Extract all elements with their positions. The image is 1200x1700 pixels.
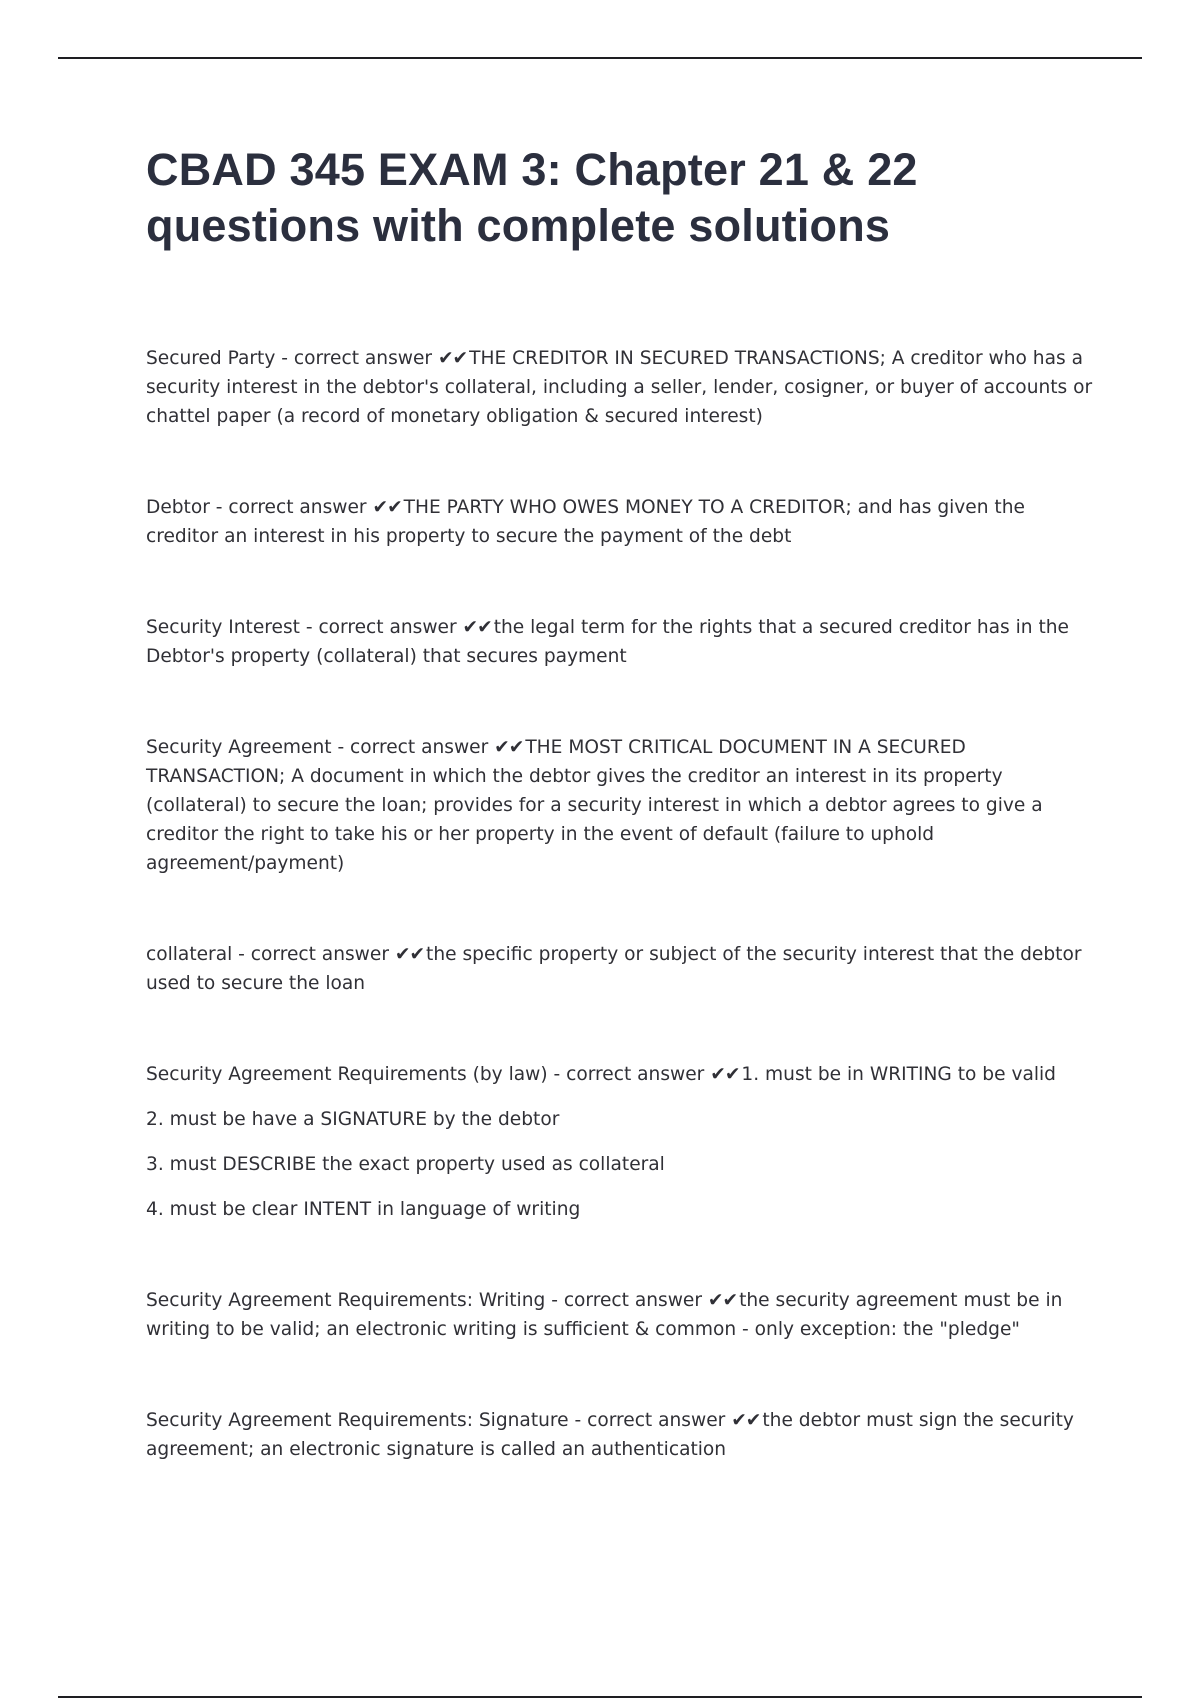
- document-title: CBAD 345 EXAM 3: Chapter 21 & 22 questions with complete solutions: [146, 144, 918, 251]
- qa-entry-security-interest: [146, 613, 1096, 671]
- entry-prefix: Security Agreement Requirements: Signature - correct answer: [146, 1410, 732, 1431]
- requirement-line: 3. must DESCRIBE the exact property used as collateral: [146, 1154, 665, 1175]
- check-icon: ✔✔: [494, 737, 524, 758]
- entry-prefix: Security Agreement Requirements (by law) - correct answer: [146, 1064, 711, 1085]
- entry-answer: THE MOST CRITICAL DOCUMENT IN A SECURED TRANSACTION; A document in which the debtor gives the creditor an interest in its property (collateral) to secure the loan; provides for a security interest in which a debtor agrees to give a creditor the right to take his or her property in the event of default (failure to uphold agreement/payment): [146, 737, 1043, 874]
- entry-answer: the legal term for the rights that a secured creditor has in the Debtor's property (collateral) that secures payment: [146, 617, 1070, 667]
- check-icon: ✔✔: [372, 497, 402, 518]
- entry-prefix: Security Interest - correct answer: [146, 617, 463, 638]
- entry-prefix: collateral - correct answer: [146, 944, 395, 965]
- qa-entry-collateral: [146, 940, 1096, 998]
- entry-prefix: Debtor - correct answer: [146, 497, 373, 518]
- qa-entry-requirements-by-law: [146, 1060, 1096, 1224]
- qa-list: [146, 344, 1096, 1464]
- entry-answer: 1. must be in WRITING to be valid: [741, 1064, 1056, 1085]
- entry-answer: THE CREDITOR IN SECURED TRANSACTIONS; A creditor who has a security interest in the debtor's collateral, including a seller, lender, cosigner, or buyer of accounts or chattel paper (a record of monetary obligation & secured interest): [146, 348, 1093, 427]
- top-rule: [58, 57, 1142, 59]
- qa-entry-security-agreement: [146, 733, 1096, 878]
- qa-entry-requirements-writing: [146, 1286, 1096, 1344]
- entry-answer: the debtor must sign the security agreement; an electronic signature is called an authentication: [146, 1410, 1074, 1460]
- check-icon: ✔✔: [462, 617, 492, 638]
- entry-answer: the security agreement must be in writing to be valid; an electronic writing is sufficient & common - only exception: the "pledge": [146, 1290, 1063, 1340]
- entry-answer: THE PARTY WHO OWES MONEY TO A CREDITOR; and has given the creditor an interest in his property to secure the payment of the debt: [146, 497, 1025, 547]
- entry-prefix: Security Agreement - correct answer: [146, 737, 495, 758]
- check-icon: ✔✔: [731, 1410, 761, 1431]
- entry-answer: the specific property or subject of the security interest that the debtor used to secure the loan: [146, 944, 1082, 994]
- check-icon: ✔✔: [437, 348, 468, 369]
- qa-entry-requirements-signature: [146, 1406, 1096, 1464]
- document-body: [146, 142, 1096, 1526]
- check-icon: ✔✔: [394, 944, 425, 965]
- qa-entry-secured-party: [146, 344, 1096, 431]
- entry-prefix: Security Agreement Requirements: Writing - correct answer: [146, 1290, 708, 1311]
- entry-prefix: Secured Party - correct answer: [146, 348, 438, 369]
- check-icon: ✔✔: [707, 1290, 738, 1311]
- check-icon: ✔✔: [710, 1064, 740, 1085]
- requirement-line: 4. must be clear INTENT in language of writing: [146, 1199, 581, 1220]
- bottom-rule: [58, 1696, 1142, 1698]
- requirement-line: 2. must be have a SIGNATURE by the debtor: [146, 1109, 560, 1130]
- qa-entry-debtor: [146, 493, 1096, 551]
